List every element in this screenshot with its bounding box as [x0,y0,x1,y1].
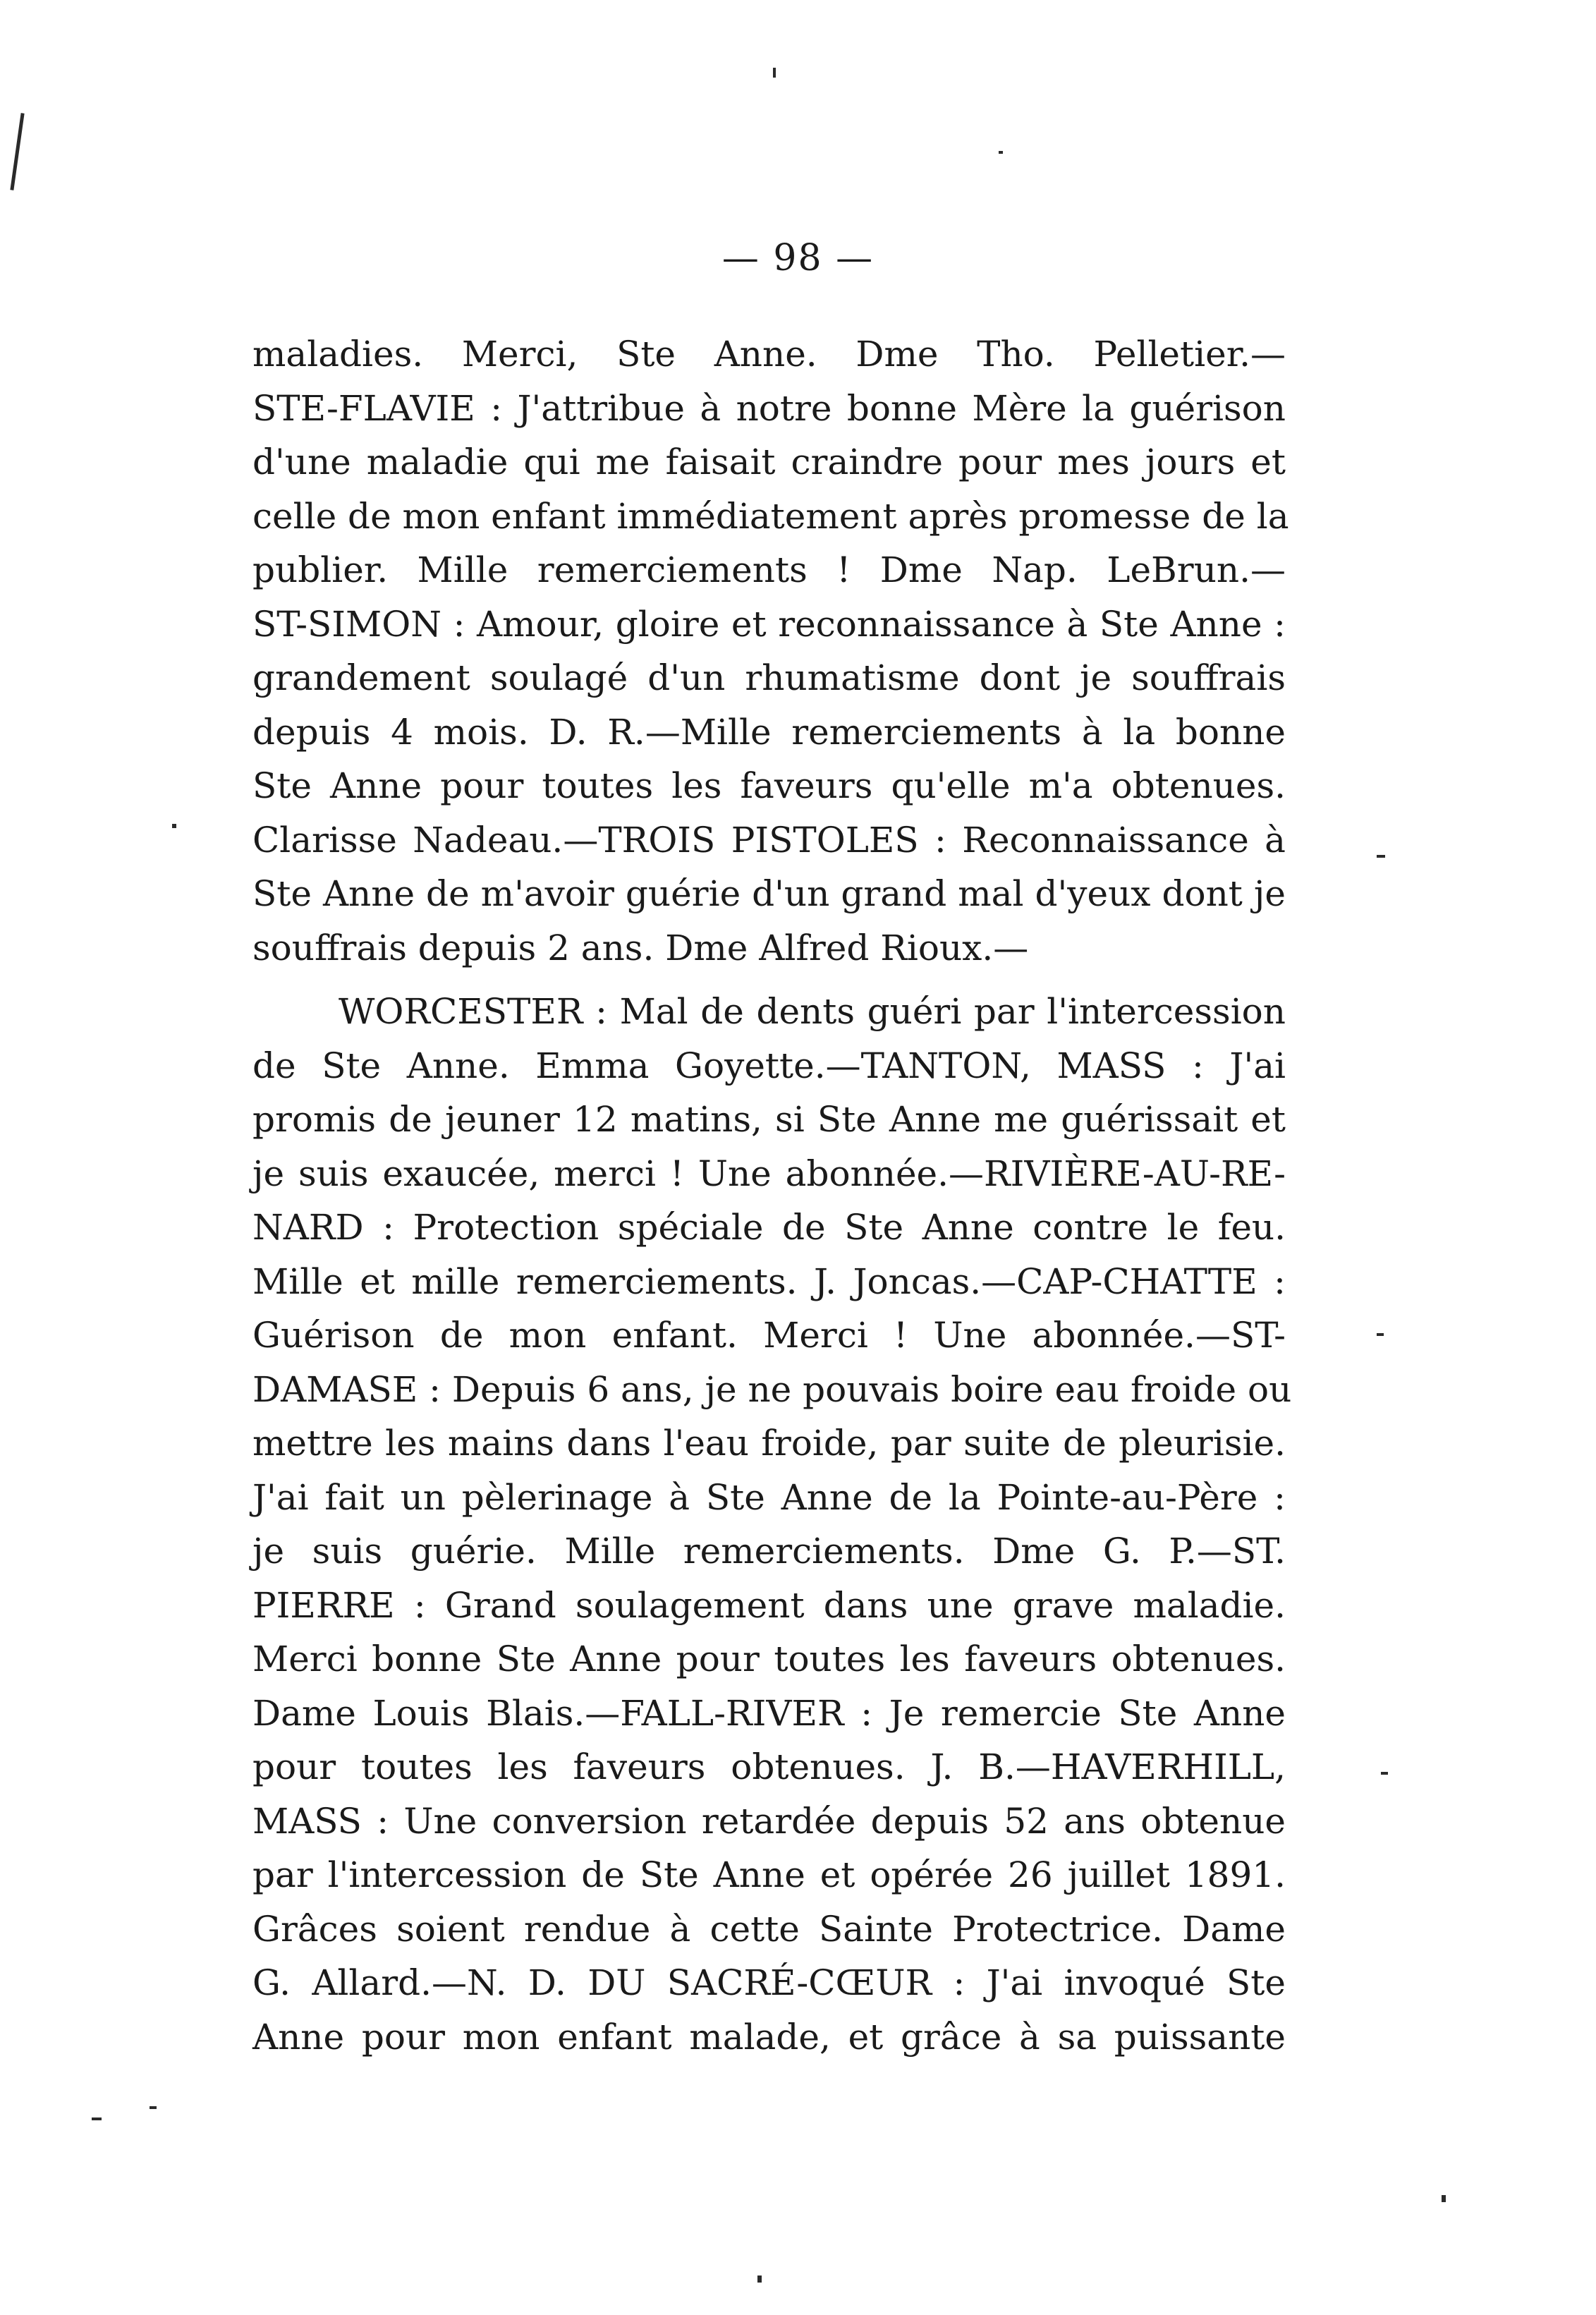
scan-mark-dot [1442,2195,1446,2202]
text-line: grandement soulagé d'un rhumatisme dont je souffrais [252,657,1286,698]
text-line: Clarisse Nadeau.—TROIS PISTOLES : Reconnaissance à [252,819,1286,861]
scan-mark-dot [999,151,1003,154]
scan-mark-dot [773,68,776,78]
scan-mark-dot [1381,1772,1388,1775]
text-line: publier. Mille remerciements ! Dme Nap. LeBrun.— [252,549,1286,590]
paragraph-2 [252,985,1292,2064]
text-line: promis de jeuner 12 matins, si Ste Anne me guérissait et [252,1099,1286,1140]
text-line: maladies. Merci, Ste Anne. Dme Tho. Pelletier.— [252,334,1286,375]
text-line: PIERRE : Grand soulagement dans une grave maladie. [252,1584,1286,1626]
paragraph-1 [252,327,1289,975]
scan-mark-dot [757,2275,762,2283]
text-line: Ste Anne de m'avoir guérie d'un grand mal d'yeux dont je [252,873,1286,914]
scan-mark-dot [172,824,176,828]
main-text [252,327,1292,2064]
scan-mark-dot [92,2117,102,2120]
scan-mark-dot [150,2106,157,2109]
text-line: DAMASE : Depuis 6 ans, je ne pouvais boire eau froide ou [252,1368,1292,1410]
text-line: souffrais depuis 2 ans. Dme Alfred Rioux.— [252,927,1029,968]
text-line: ST-SIMON : Amour, gloire et reconnaissance à Ste Anne : [252,603,1286,645]
text-line: Ste Anne pour toutes les faveurs qu'elle m'a obtenues. [252,765,1286,806]
text-line: Guérison de mon enfant. Merci ! Une abonnée.—ST- [252,1315,1286,1356]
text-line: Merci bonne Ste Anne pour toutes les faveurs obtenues. [252,1639,1286,1679]
text-line: MASS : Une conversion retardée depuis 52 ans obtenue [252,1800,1286,1842]
text-line: je suis guérie. Mille remerciements. Dme G. P.—ST. [252,1531,1286,1572]
page-number: — 98 — [721,237,875,279]
text-line: Grâces soient rendue à cette Sainte Protectrice. Dame [252,1908,1286,1950]
text-line: NARD : Protection spéciale de Ste Anne contre le feu. [252,1207,1286,1248]
text-line: Dame Louis Blais.—FALL-RIVER : Je remercie Ste Anne [252,1692,1286,1734]
text-line: je suis exaucée, merci ! Une abonnée.—RIVIÈRE-AU-RE- [252,1153,1286,1194]
text-line: de Ste Anne. Emma Goyette.—TANTON, MASS : J'ai [252,1045,1286,1086]
text-line: par l'intercession de Ste Anne et opérée 26 juillet 1891. [252,1854,1286,1895]
scan-mark-dot [1377,855,1385,858]
text-line: Anne pour mon enfant malade, et grâce à sa puissante [252,2016,1286,2058]
text-line: mettre les mains dans l'eau froide, par suite de pleurisie. [252,1423,1286,1464]
text-line: d'une maladie qui me faisait craindre pour mes jours et [252,442,1286,482]
text-line: STE-FLAVIE : J'attribue à notre bonne Mère la guérison [252,387,1286,429]
text-line: depuis 4 mois. D. R.—Mille remerciements à la bonne [252,711,1286,753]
text-line: J'ai fait un pèlerinage à Ste Anne de la Pointe-au-Père : [252,1476,1286,1518]
text-line: G. Allard.—N. D. DU SACRÉ-CŒUR : J'ai invoqué Ste [252,1962,1286,2003]
text-line: celle de mon enfant immédiatement après promesse de la [252,495,1289,537]
scan-mark-dot [1377,1333,1384,1336]
text-line: WORCESTER : Mal de dents guéri par l'intercession [339,991,1286,1032]
text-line: Mille et mille remerciements. J. Joncas.—CAP-CHATTE : [252,1260,1286,1302]
text-line: pour toutes les faveurs obtenues. J. B.—HAVERHILL, [252,1746,1286,1787]
scan-mark-left-stroke [10,113,24,190]
